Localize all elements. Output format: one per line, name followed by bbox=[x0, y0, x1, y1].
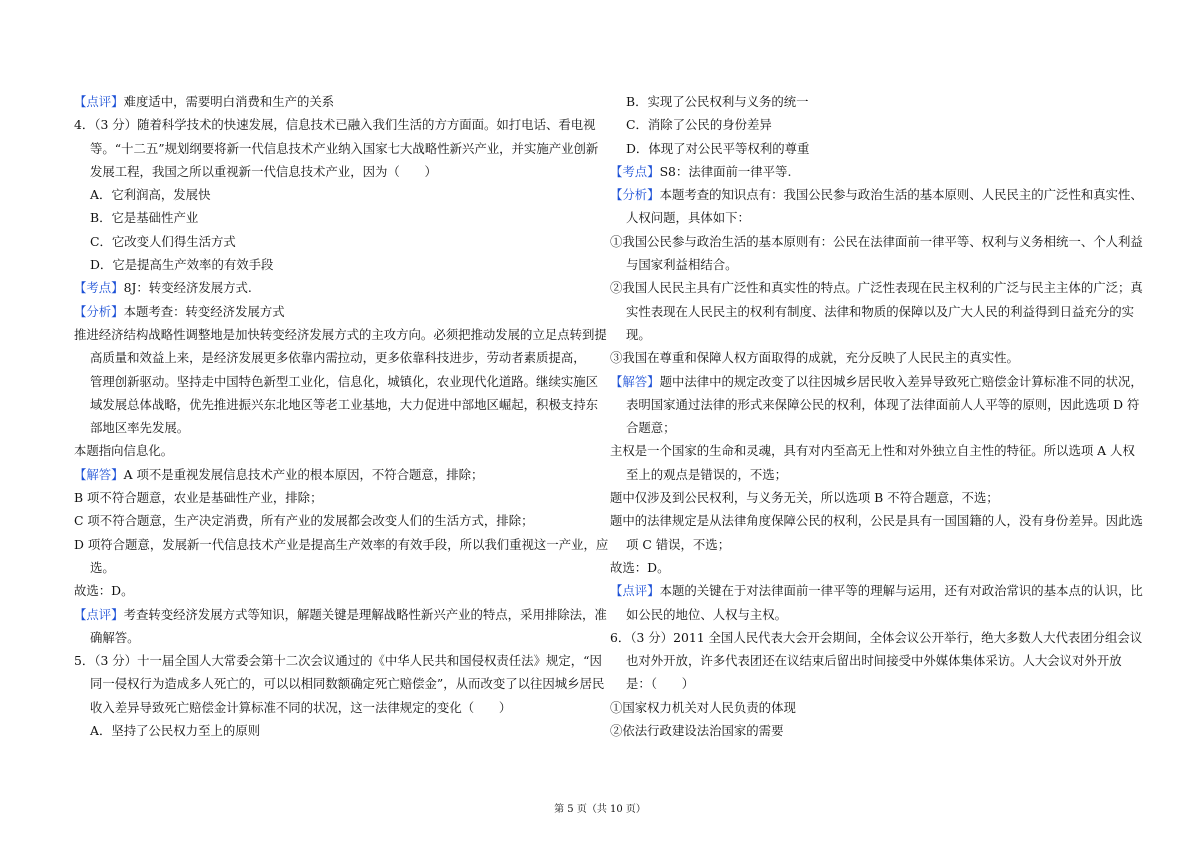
text-line bbox=[610, 649, 1130, 672]
line-text: 管理创新驱动。坚持走中国特色新型工业化，信息化，城镇化，农业现代化道路。继续实施区 bbox=[90, 373, 599, 389]
text-line bbox=[74, 160, 594, 183]
text-line bbox=[74, 276, 594, 299]
line-text: 题中的法律规定是从法律角度保障公民的权利，公民是具有一国国籍的人，没有身份差异。因此选 bbox=[610, 513, 1143, 529]
line-text: 主权是一个国家的生命和灵魂，具有对内至高无上性和对外独立自主性的特征。所以选项 A 人权 bbox=[610, 443, 1135, 459]
text-line bbox=[74, 393, 599, 416]
text-line bbox=[610, 230, 1143, 253]
text-line bbox=[74, 323, 607, 346]
text-line bbox=[610, 206, 1130, 229]
text-line bbox=[74, 649, 602, 672]
section-tag: 【分析】 bbox=[74, 303, 124, 319]
line-text: 同一侵权行为造成多人死亡的，可以以相同数额确定死亡赔偿金”，从而改变了以往因城乡居民 bbox=[90, 676, 605, 692]
text-line bbox=[610, 346, 1130, 369]
text-line bbox=[610, 719, 1130, 742]
line-text: 考查转变经济发展方式等知识，解题关键是理解战略性新兴产业的特点，采用排除法，准 bbox=[123, 606, 607, 622]
line-text: 至上的观点是错误的，不选； bbox=[626, 466, 788, 482]
text-line bbox=[74, 206, 594, 229]
section-tag: 【考点】 bbox=[74, 280, 124, 296]
line-text: 本题考查的知识点有：我国公民参与政治生活的基本原则、人民民主的广泛性和真实性、 bbox=[659, 187, 1143, 203]
line-text: ③我国在尊重和保障人权方面取得的成就，充分反映了人民民主的真实性。 bbox=[610, 350, 1019, 366]
line-text: D 项符合题意，发展新一代信息技术产业是提高生产效率的有效手段，所以我们重视这一产业，应 bbox=[74, 536, 609, 552]
line-text: 本题指向信息化。 bbox=[74, 443, 174, 459]
line-text: 与国家利益相结合。 bbox=[626, 257, 738, 273]
left-column bbox=[74, 90, 609, 742]
line-text: 选。 bbox=[90, 559, 115, 575]
text-line bbox=[610, 90, 1130, 113]
section-tag: 【点评】 bbox=[74, 94, 124, 109]
text-line bbox=[610, 113, 1130, 136]
line-text: ①国家权力机关对人民负责的体现 bbox=[610, 699, 796, 715]
line-text: C．消除了公民的身份差异 bbox=[626, 117, 772, 133]
section-tag: 【解答】 bbox=[74, 466, 124, 482]
line-text: ②依法行政建设法治国家的需要 bbox=[610, 723, 784, 739]
line-text: C 项不符合题意，生产决定消费，所有产业的发展都会改变人们的生活方式，排除； bbox=[74, 513, 534, 529]
line-text: 合题意； bbox=[626, 420, 676, 436]
line-text: 发展工程，我国之所以重视新一代信息技术产业，因为（ ） bbox=[90, 163, 437, 179]
text-line bbox=[74, 346, 594, 369]
text-line bbox=[74, 183, 594, 206]
line-text: 题中法律中的规定改变了以往因城乡居民收入差异导致死亡赔偿金计算标准不同的状况， bbox=[659, 373, 1143, 389]
text-line bbox=[74, 486, 594, 509]
section-tag: 【考点】 bbox=[610, 163, 660, 179]
text-line bbox=[74, 603, 607, 626]
line-text: D．体现了对公民平等权利的尊重 bbox=[626, 140, 810, 156]
text-line bbox=[610, 416, 1130, 439]
line-text: 人权问题，具体如下： bbox=[626, 210, 750, 226]
line-text: 题中仅涉及到公民权利，与义务无关，所以选项 B 不符合题意，不选； bbox=[610, 490, 999, 506]
text-line bbox=[610, 579, 1143, 602]
text-line bbox=[610, 323, 1130, 346]
line-text: 域发展总体战略，优先推进振兴东北地区等老工业基地，大力促进中部地区崛起，积极支持东 bbox=[90, 396, 599, 412]
text-line bbox=[610, 486, 1130, 509]
text-line bbox=[610, 439, 1135, 462]
line-text: 等。“十二五”规划纲要将新一代信息技术产业纳入国家七大战略性新兴产业，并实施产业创新 bbox=[90, 140, 599, 156]
text-line bbox=[610, 603, 1130, 626]
text-line bbox=[610, 137, 1130, 160]
line-text: C．它改变人们得生活方式 bbox=[90, 233, 236, 249]
text-line bbox=[610, 253, 1130, 276]
text-line bbox=[74, 113, 594, 136]
line-text: 确解答。 bbox=[90, 629, 140, 645]
line-text: A．坚持了公民权力至上的原则 bbox=[90, 723, 261, 739]
line-text: B．实现了公民权利与义务的统一 bbox=[626, 94, 809, 109]
line-text: 难度适中，需要明白消费和生产的关系 bbox=[123, 94, 335, 109]
page-footer: 第 5 页（共 10 页） bbox=[554, 804, 646, 815]
text-line bbox=[74, 90, 594, 113]
line-text: 收入差异导致死亡赔偿金计算标准不同的状况，这一法律规定的变化（ ） bbox=[90, 699, 512, 715]
text-line bbox=[610, 393, 1140, 416]
section-tag: 【分析】 bbox=[610, 187, 660, 203]
text-line bbox=[74, 579, 594, 602]
text-line bbox=[610, 626, 1143, 649]
text-line bbox=[74, 230, 594, 253]
right-column bbox=[610, 90, 1143, 742]
text-line bbox=[610, 183, 1143, 206]
section-tag: 【点评】 bbox=[610, 583, 660, 599]
line-text: A．它利润高，发展快 bbox=[90, 187, 211, 203]
text-line bbox=[610, 463, 1130, 486]
line-text: B 项不符合题意，农业是基础性产业，排除； bbox=[74, 490, 323, 506]
text-line bbox=[74, 300, 594, 323]
text-line bbox=[74, 370, 599, 393]
line-text: 5．（3 分）十一届全国人大常委会第十二次会议通过的《中华人民共和国侵权责任法》规定，“因 bbox=[74, 653, 602, 669]
text-line bbox=[74, 416, 594, 439]
line-text: 本题考查：转变经济发展方式 bbox=[123, 303, 285, 319]
text-line bbox=[610, 276, 1143, 299]
text-line bbox=[74, 556, 594, 579]
text-line bbox=[74, 463, 594, 486]
line-text: ①我国公民参与政治生活的基本原则有：公民在法律面前一律平等、权利与义务相统一、个人利益 bbox=[610, 233, 1143, 249]
line-text: 4．（3 分）随着科学技术的快速发展，信息技术已融入我们生活的方方面面。如打电话、看电视 bbox=[74, 117, 596, 133]
line-text: 是：（ ） bbox=[626, 676, 695, 692]
text-line bbox=[74, 696, 594, 719]
text-line bbox=[610, 533, 1130, 556]
line-text: 现。 bbox=[626, 326, 651, 342]
line-text: 表明国家通过法律的形式来保障公民的权利，体现了法律面前人人平等的原则，因此选项 D 符 bbox=[626, 396, 1140, 412]
text-line bbox=[610, 160, 1130, 183]
text-line bbox=[74, 509, 594, 532]
text-line bbox=[610, 370, 1143, 393]
line-text: B．它是基础性产业 bbox=[90, 210, 199, 226]
text-line bbox=[74, 137, 599, 160]
line-text: 也对外开放，许多代表团还在议结束后留出时间接受中外媒体集体采访。人大会议对外开放 bbox=[626, 653, 1122, 669]
line-text: 6．（3 分）2011 全国人民代表大会开会期间，全体会议公开举行，绝大多数人大代表团分组会议 bbox=[610, 629, 1143, 645]
line-text: 如公民的地位、人权与主权。 bbox=[626, 606, 788, 622]
line-text: 推进经济结构战略性调整地是加快转变经济发展方式的主攻方向。必须把推动发展的立足点转到提 bbox=[74, 326, 607, 342]
line-text: A 项不是重视发展信息技术产业的根本原因，不符合题意，排除； bbox=[123, 466, 484, 482]
line-text: 故选：D。 bbox=[74, 583, 134, 599]
line-text: S8：法律面前一律平等. bbox=[659, 163, 792, 179]
line-text: 项 C 错误，不选； bbox=[626, 536, 731, 552]
text-line bbox=[74, 672, 605, 695]
text-line bbox=[74, 626, 594, 649]
section-tag: 【点评】 bbox=[74, 606, 124, 622]
line-text: ②我国人民民主具有广泛性和真实性的特点。广泛性表现在民主权利的广泛与民主主体的广泛；真 bbox=[610, 280, 1143, 296]
text-line bbox=[74, 253, 594, 276]
line-text: 故选：D。 bbox=[610, 559, 670, 575]
text-line bbox=[610, 509, 1143, 532]
line-text: 8J：转变经济发展方式. bbox=[123, 280, 252, 296]
text-line bbox=[74, 533, 609, 556]
line-text: 高质量和效益上来，是经济发展更多依靠内需拉动，更多依靠科技进步，劳动者素质提高， bbox=[90, 350, 586, 366]
section-tag: 【解答】 bbox=[610, 373, 660, 389]
line-text: D．它是提高生产效率的有效手段 bbox=[90, 257, 274, 273]
text-line bbox=[610, 696, 1130, 719]
text-line bbox=[610, 300, 1135, 323]
line-text: 部地区率先发展。 bbox=[90, 420, 190, 436]
text-line bbox=[74, 439, 594, 462]
line-text: 本题的关键在于对法律面前一律平等的理解与运用，还有对政治常识的基本点的认识，比 bbox=[659, 583, 1143, 599]
line-text: 实性表现在人民民主的权利有制度、法律和物质的保障以及广大人民的利益得到日益充分的实 bbox=[626, 303, 1135, 319]
text-line bbox=[610, 556, 1130, 579]
text-line bbox=[610, 672, 1130, 695]
text-line bbox=[74, 719, 594, 742]
